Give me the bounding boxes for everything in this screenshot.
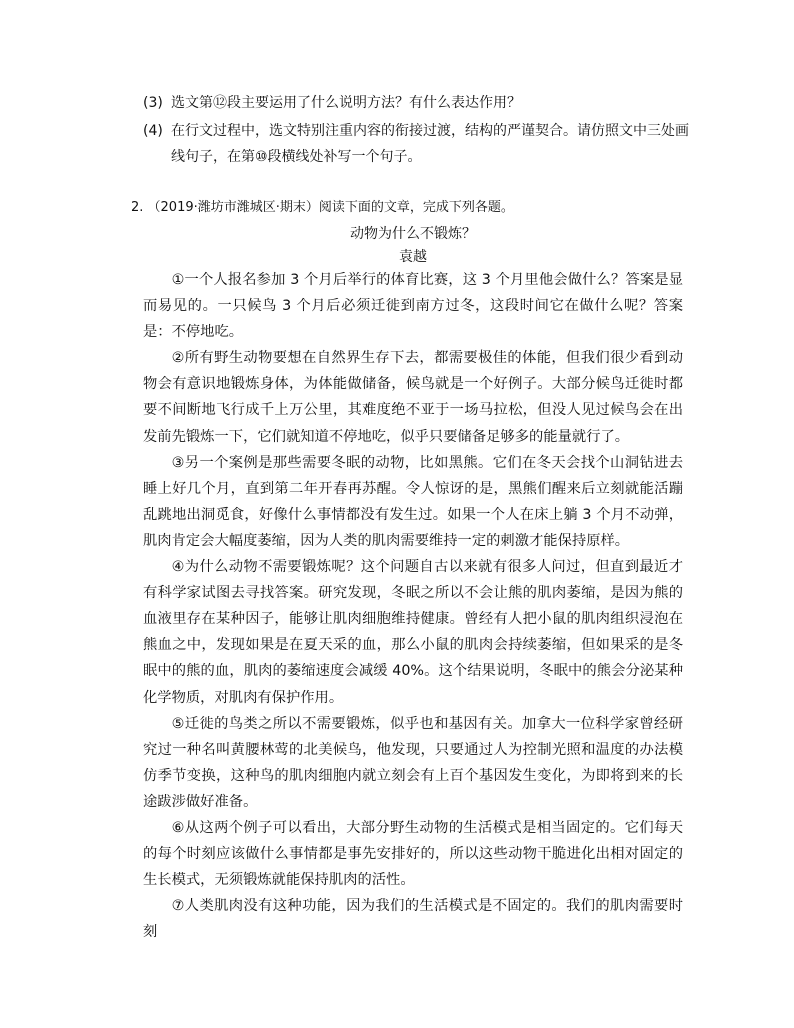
paragraph-1: ①一个人报名参加 3 个月后举行的体育比赛，这 3 个月里他会做什么？答案是显而易见的。一只候鸟 3 个月后必须迁徙到南方过冬，这段时间它在做什么呢？答案是：不停地吃。 (143, 272, 683, 341)
paragraph-5: ⑤迁徙的鸟类之所以不需要锻炼，似乎也和基因有关。加拿大一位科学家曾经研究过一种名叫黄腰林莺的北美候鸟，他发现，只要通过人为控制光照和温度的办法模仿季节变换，这种鸟的肌肉细胞内就立刻会有上百个基因发生变化，为即将到来的长途跋涉做好准备。 (143, 715, 683, 810)
paragraph-6: ⑥从这两个例子可以看出，大部分野生动物的生活模式是相当固定的。它们每天的每个时刻应该做什么事情都是事先安排好的，所以这些动物干脆进化出相对固定的生长模式，无须锻炼就能保持肌肉的活性。 (143, 819, 683, 889)
question-4-continuation: 线句子，在第⑩段横线处补写一个句子。 (171, 149, 422, 165)
question-number: (3) (143, 95, 163, 111)
question-text: 在行文过程中，选文特别注重内容的衔接过渡，结构的严谨契合。请仿照文中三处画 (171, 123, 689, 139)
question-3 (143, 88, 683, 119)
section-heading: 2. （2019·潍坊市潍城区·期末）阅读下面的文章，完成下列各题。 (131, 200, 514, 215)
paragraph-7: ⑦人类肌肉没有这种功能，因为我们的生活模式是不固定的。我们的肌肉需要时刻 (143, 898, 683, 941)
article-body (143, 267, 683, 945)
article-author: 袁越 (399, 249, 427, 265)
paragraph-2: ②所有野生动物要想在自然界生存下去，都需要极佳的体能，但我们很少看到动物会有意识地锻炼身体，为体能做储备，候鸟就是一个好例子。大部分候鸟迁徙时都要不间断地飞行成千上万公里，其难度绝不亚于一场马拉松，但没人见过候鸟会在出发前先锻炼一下，它们就知道不停地吃，似乎只要储备足够多的能量就行了。 (143, 350, 683, 445)
article-title: 动物为什么不锻炼？ (350, 226, 476, 242)
question-text: 选文第⑫段主要运用了什么说明方法？有什么表达作用？ (171, 95, 521, 111)
paragraph-3: ③另一个案例是那些需要冬眠的动物，比如黑熊。它们在冬天会找个山洞钻进去睡上好几个月，直到第二年开春再苏醒。令人惊讶的是，黑熊们醒来后立刻就能活蹦乱跳地出洞觅食，好像什么事情都没有发生过。如果一个人在床上躺 3 个月不动弹，肌肉肯定会大幅度萎缩，因为人类的肌肉需要维持一定的刺激才能保持原样。 (143, 454, 683, 549)
paragraph-4: ④为什么动物不需要锻炼呢？这个问题自古以来就有很多人问过，但直到最近才有科学家试图去寻找答案。研究发现，冬眠之所以不会让熊的肌肉萎缩，是因为熊的血液里存在某种因子，能够让肌肉细胞维持健康。曾经有人把小鼠的肌肉组织浸泡在熊血之中，发现如果是在夏天采的血，那么小鼠的肌肉会持续萎缩，但如果采的是冬眠中的熊的血，肌肉的萎缩速度会减缓 40%。这个结果说明，冬眠中的熊会分泌某种化学物质，对肌肉有保护作用。 (143, 559, 683, 706)
question-number: (4) (143, 123, 163, 139)
